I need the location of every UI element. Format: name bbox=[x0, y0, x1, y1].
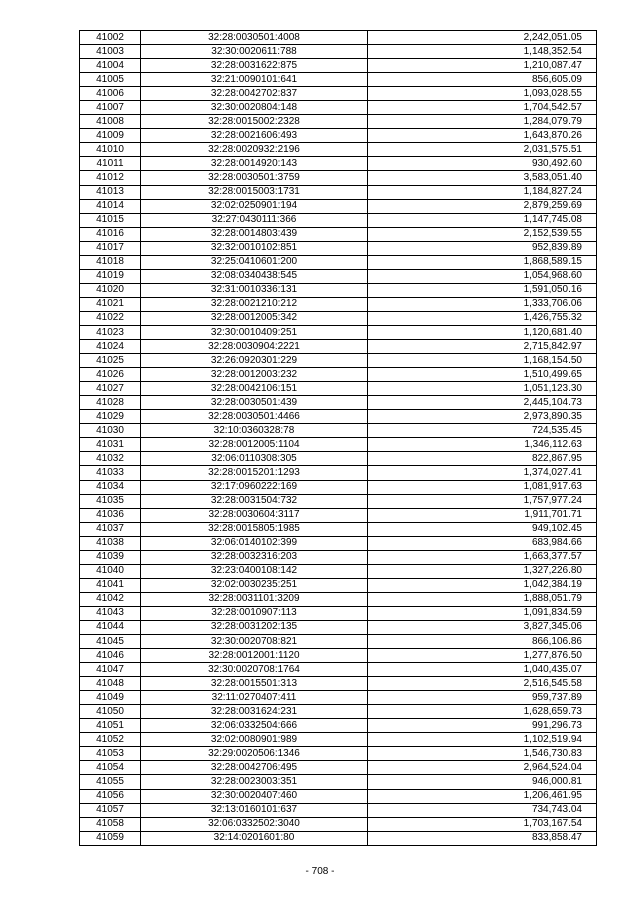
cadastral-number-cell: 32:10:0360328:78 bbox=[141, 424, 368, 438]
cadastral-number-cell: 32:28:0015002:2328 bbox=[141, 115, 368, 129]
cadastral-value-cell: 833,858.47 bbox=[368, 831, 597, 845]
cadastral-number-cell: 32:30:0020708:1764 bbox=[141, 663, 368, 677]
cadastral-value-cell: 1,868,589.15 bbox=[368, 255, 597, 269]
cadastral-value-cell: 1,206,461.95 bbox=[368, 789, 597, 803]
table-row bbox=[80, 213, 597, 227]
row-number-cell: 41033 bbox=[80, 466, 141, 480]
cadastral-number-cell: 32:25:0410601:200 bbox=[141, 255, 368, 269]
cadastral-number-cell: 32:28:0020932:2196 bbox=[141, 143, 368, 157]
table-row bbox=[80, 227, 597, 241]
cadastral-number-cell: 32:17:0960222:169 bbox=[141, 480, 368, 494]
cadastral-value-cell: 1,184,827.24 bbox=[368, 185, 597, 199]
cadastral-value-cell: 1,663,377.57 bbox=[368, 550, 597, 564]
cadastral-number-cell: 32:28:0023003:351 bbox=[141, 775, 368, 789]
cadastral-value-cell: 1,148,352.54 bbox=[368, 45, 597, 59]
table-row bbox=[80, 143, 597, 157]
table-row bbox=[80, 817, 597, 831]
cadastral-number-cell: 32:08:0340438:545 bbox=[141, 269, 368, 283]
table-row bbox=[80, 424, 597, 438]
table-row bbox=[80, 185, 597, 199]
cadastral-number-cell: 32:30:0020407:460 bbox=[141, 789, 368, 803]
cadastral-number-cell: 32:28:0030501:4008 bbox=[141, 31, 368, 45]
cadastral-number-cell: 32:28:0030904:2221 bbox=[141, 340, 368, 354]
cadastral-number-cell: 32:28:0031101:3209 bbox=[141, 592, 368, 606]
table-row bbox=[80, 269, 597, 283]
table-row bbox=[80, 677, 597, 691]
table-row bbox=[80, 31, 597, 45]
row-number-cell: 41039 bbox=[80, 550, 141, 564]
cadastral-number-cell: 32:02:0250901:194 bbox=[141, 199, 368, 213]
cadastral-number-cell: 32:28:0031624:231 bbox=[141, 705, 368, 719]
table-row bbox=[80, 831, 597, 845]
cadastral-value-cell: 1,054,968.60 bbox=[368, 269, 597, 283]
cadastral-value-cell: 1,042,384.19 bbox=[368, 578, 597, 592]
table-row bbox=[80, 705, 597, 719]
cadastral-number-cell: 32:28:0012003:232 bbox=[141, 368, 368, 382]
table-row bbox=[80, 311, 597, 325]
cadastral-value-cell: 1,093,028.55 bbox=[368, 87, 597, 101]
cadastral-value-cell: 1,168,154.50 bbox=[368, 354, 597, 368]
table-row bbox=[80, 325, 597, 339]
cadastral-number-cell: 32:02:0080901:989 bbox=[141, 733, 368, 747]
cadastral-value-cell: 1,643,870.26 bbox=[368, 129, 597, 143]
cadastral-value-cell: 683,984.66 bbox=[368, 536, 597, 550]
cadastral-number-cell: 32:28:0032316:203 bbox=[141, 550, 368, 564]
row-number-cell: 41043 bbox=[80, 606, 141, 620]
table-row bbox=[80, 536, 597, 550]
row-number-cell: 41037 bbox=[80, 522, 141, 536]
row-number-cell: 41006 bbox=[80, 87, 141, 101]
cadastral-number-cell: 32:28:0012005:342 bbox=[141, 311, 368, 325]
table-row bbox=[80, 747, 597, 761]
cadastral-number-cell: 32:02:0030235:251 bbox=[141, 578, 368, 592]
cadastral-number-cell: 32:28:0015501:313 bbox=[141, 677, 368, 691]
cadastral-value-table bbox=[79, 30, 597, 846]
row-number-cell: 41022 bbox=[80, 311, 141, 325]
table-row bbox=[80, 157, 597, 171]
row-number-cell: 41026 bbox=[80, 368, 141, 382]
row-number-cell: 41044 bbox=[80, 620, 141, 634]
table-row bbox=[80, 803, 597, 817]
cadastral-number-cell: 32:28:0030501:439 bbox=[141, 396, 368, 410]
row-number-cell: 41051 bbox=[80, 719, 141, 733]
cadastral-value-cell: 1,277,876.50 bbox=[368, 649, 597, 663]
table-row bbox=[80, 719, 597, 733]
cadastral-value-cell: 1,091,834.59 bbox=[368, 606, 597, 620]
cadastral-value-cell: 866,106.86 bbox=[368, 635, 597, 649]
table-row bbox=[80, 564, 597, 578]
cadastral-value-cell: 2,242,051.05 bbox=[368, 31, 597, 45]
row-number-cell: 41042 bbox=[80, 592, 141, 606]
cadastral-number-cell: 32:32:0010102:851 bbox=[141, 241, 368, 255]
row-number-cell: 41019 bbox=[80, 269, 141, 283]
cadastral-number-cell: 32:06:0140102:399 bbox=[141, 536, 368, 550]
cadastral-value-cell: 2,516,545.58 bbox=[368, 677, 597, 691]
cadastral-number-cell: 32:31:0010336:131 bbox=[141, 283, 368, 297]
cadastral-number-cell: 32:28:0021210:212 bbox=[141, 297, 368, 311]
table-row bbox=[80, 480, 597, 494]
row-number-cell: 41032 bbox=[80, 452, 141, 466]
row-number-cell: 41005 bbox=[80, 73, 141, 87]
row-number-cell: 41049 bbox=[80, 691, 141, 705]
cadastral-number-cell: 32:28:0014920:143 bbox=[141, 157, 368, 171]
cadastral-value-cell: 1,081,917.63 bbox=[368, 480, 597, 494]
cadastral-value-cell: 1,333,706.06 bbox=[368, 297, 597, 311]
row-number-cell: 41002 bbox=[80, 31, 141, 45]
table-row bbox=[80, 649, 597, 663]
table-row bbox=[80, 733, 597, 747]
cadastral-value-cell: 952,839.89 bbox=[368, 241, 597, 255]
cadastral-number-cell: 32:28:0042706:495 bbox=[141, 761, 368, 775]
cadastral-number-cell: 32:30:0020611:788 bbox=[141, 45, 368, 59]
table-row bbox=[80, 255, 597, 269]
table-row bbox=[80, 550, 597, 564]
table-row bbox=[80, 297, 597, 311]
page-number: - 708 - bbox=[305, 866, 335, 877]
row-number-cell: 41021 bbox=[80, 297, 141, 311]
table-row bbox=[80, 789, 597, 803]
cadastral-number-cell: 32:28:0012001:1120 bbox=[141, 649, 368, 663]
table-row bbox=[80, 606, 597, 620]
row-number-cell: 41040 bbox=[80, 564, 141, 578]
table-row bbox=[80, 620, 597, 634]
row-number-cell: 41038 bbox=[80, 536, 141, 550]
cadastral-value-cell: 1,591,050.16 bbox=[368, 283, 597, 297]
row-number-cell: 41050 bbox=[80, 705, 141, 719]
row-number-cell: 41012 bbox=[80, 171, 141, 185]
table-row bbox=[80, 368, 597, 382]
cadastral-value-cell: 1,051,123.30 bbox=[368, 382, 597, 396]
table-row bbox=[80, 635, 597, 649]
row-number-cell: 41054 bbox=[80, 761, 141, 775]
cadastral-number-cell: 32:28:0031504:732 bbox=[141, 494, 368, 508]
table-row bbox=[80, 494, 597, 508]
cadastral-number-cell: 32:28:0021606:493 bbox=[141, 129, 368, 143]
table-row bbox=[80, 522, 597, 536]
cadastral-value-cell: 991,296.73 bbox=[368, 719, 597, 733]
row-number-cell: 41023 bbox=[80, 325, 141, 339]
cadastral-number-cell: 32:30:0020708:821 bbox=[141, 635, 368, 649]
row-number-cell: 41048 bbox=[80, 677, 141, 691]
row-number-cell: 41009 bbox=[80, 129, 141, 143]
row-number-cell: 41047 bbox=[80, 663, 141, 677]
cadastral-number-cell: 32:13:0160101:637 bbox=[141, 803, 368, 817]
row-number-cell: 41055 bbox=[80, 775, 141, 789]
table-row bbox=[80, 466, 597, 480]
table-row bbox=[80, 438, 597, 452]
cadastral-value-cell: 1,757,977.24 bbox=[368, 494, 597, 508]
table-row bbox=[80, 101, 597, 115]
cadastral-number-cell: 32:28:0010907:113 bbox=[141, 606, 368, 620]
table-row bbox=[80, 396, 597, 410]
cadastral-value-cell: 2,031,575.51 bbox=[368, 143, 597, 157]
row-number-cell: 41025 bbox=[80, 354, 141, 368]
cadastral-value-cell: 3,827,345.06 bbox=[368, 620, 597, 634]
row-number-cell: 41052 bbox=[80, 733, 141, 747]
table-row bbox=[80, 340, 597, 354]
cadastral-value-cell: 1,374,027.41 bbox=[368, 466, 597, 480]
row-number-cell: 41003 bbox=[80, 45, 141, 59]
row-number-cell: 41020 bbox=[80, 283, 141, 297]
table-row bbox=[80, 691, 597, 705]
cadastral-value-cell: 1,210,087.47 bbox=[368, 59, 597, 73]
row-number-cell: 41046 bbox=[80, 649, 141, 663]
table-row bbox=[80, 283, 597, 297]
row-number-cell: 41031 bbox=[80, 438, 141, 452]
row-number-cell: 41013 bbox=[80, 185, 141, 199]
cadastral-value-cell: 1,546,730.83 bbox=[368, 747, 597, 761]
table-row bbox=[80, 382, 597, 396]
table-row bbox=[80, 45, 597, 59]
table-row bbox=[80, 241, 597, 255]
table-row bbox=[80, 171, 597, 185]
row-number-cell: 41058 bbox=[80, 817, 141, 831]
cadastral-value-cell: 1,888,051.79 bbox=[368, 592, 597, 606]
table-row bbox=[80, 578, 597, 592]
cadastral-value-cell: 2,715,842.97 bbox=[368, 340, 597, 354]
cadastral-number-cell: 32:06:0110308:305 bbox=[141, 452, 368, 466]
cadastral-number-cell: 32:27:0430111:366 bbox=[141, 213, 368, 227]
cadastral-number-cell: 32:21:0090101:641 bbox=[141, 73, 368, 87]
cadastral-value-cell: 1,327,226.80 bbox=[368, 564, 597, 578]
cadastral-value-cell: 1,120,681.40 bbox=[368, 325, 597, 339]
cadastral-number-cell: 32:28:0030501:4466 bbox=[141, 410, 368, 424]
cadastral-value-cell: 930,492.60 bbox=[368, 157, 597, 171]
row-number-cell: 41036 bbox=[80, 508, 141, 522]
row-number-cell: 41008 bbox=[80, 115, 141, 129]
cadastral-number-cell: 32:11:0270407:411 bbox=[141, 691, 368, 705]
table-row bbox=[80, 410, 597, 424]
cadastral-number-cell: 32:28:0031202:135 bbox=[141, 620, 368, 634]
cadastral-value-cell: 1,147,745.08 bbox=[368, 213, 597, 227]
cadastral-number-cell: 32:30:0020804:148 bbox=[141, 101, 368, 115]
cadastral-value-cell: 2,879,259.69 bbox=[368, 199, 597, 213]
row-number-cell: 41029 bbox=[80, 410, 141, 424]
cadastral-value-cell: 3,583,051.40 bbox=[368, 171, 597, 185]
cadastral-number-cell: 32:23:0400108:142 bbox=[141, 564, 368, 578]
cadastral-value-cell: 1,102,519.94 bbox=[368, 733, 597, 747]
cadastral-number-cell: 32:14:0201601:80 bbox=[141, 831, 368, 845]
cadastral-value-cell: 856,605.09 bbox=[368, 73, 597, 87]
cadastral-number-cell: 32:28:0015201:1293 bbox=[141, 466, 368, 480]
cadastral-value-cell: 1,703,167.54 bbox=[368, 817, 597, 831]
row-number-cell: 41059 bbox=[80, 831, 141, 845]
row-number-cell: 41011 bbox=[80, 157, 141, 171]
cadastral-value-cell: 1,510,499.65 bbox=[368, 368, 597, 382]
cadastral-number-cell: 32:28:0014803:439 bbox=[141, 227, 368, 241]
table-row bbox=[80, 129, 597, 143]
cadastral-value-cell: 1,426,755.32 bbox=[368, 311, 597, 325]
cadastral-number-cell: 32:28:0042106:151 bbox=[141, 382, 368, 396]
cadastral-value-cell: 2,964,524.04 bbox=[368, 761, 597, 775]
row-number-cell: 41017 bbox=[80, 241, 141, 255]
cadastral-value-cell: 1,704,542.57 bbox=[368, 101, 597, 115]
cadastral-number-cell: 32:28:0012005:1104 bbox=[141, 438, 368, 452]
row-number-cell: 41007 bbox=[80, 101, 141, 115]
cadastral-number-cell: 32:30:0010409:251 bbox=[141, 325, 368, 339]
cadastral-value-cell: 1,284,079.79 bbox=[368, 115, 597, 129]
cadastral-number-cell: 32:06:0332504:666 bbox=[141, 719, 368, 733]
table-row bbox=[80, 59, 597, 73]
table-row bbox=[80, 87, 597, 101]
table-row bbox=[80, 775, 597, 789]
cadastral-value-cell: 734,743.04 bbox=[368, 803, 597, 817]
table-row bbox=[80, 115, 597, 129]
cadastral-number-cell: 32:28:0015805:1985 bbox=[141, 522, 368, 536]
row-number-cell: 41035 bbox=[80, 494, 141, 508]
row-number-cell: 41056 bbox=[80, 789, 141, 803]
row-number-cell: 41016 bbox=[80, 227, 141, 241]
cadastral-value-cell: 822,867.95 bbox=[368, 452, 597, 466]
row-number-cell: 41057 bbox=[80, 803, 141, 817]
cadastral-number-cell: 32:28:0031622:875 bbox=[141, 59, 368, 73]
row-number-cell: 41024 bbox=[80, 340, 141, 354]
cadastral-value-cell: 949,102.45 bbox=[368, 522, 597, 536]
table-row bbox=[80, 73, 597, 87]
table-row bbox=[80, 452, 597, 466]
row-number-cell: 41014 bbox=[80, 199, 141, 213]
cadastral-value-cell: 1,911,701.71 bbox=[368, 508, 597, 522]
cadastral-number-cell: 32:28:0030501:3759 bbox=[141, 171, 368, 185]
cadastral-number-cell: 32:06:0332502:3040 bbox=[141, 817, 368, 831]
cadastral-value-cell: 2,152,539.55 bbox=[368, 227, 597, 241]
row-number-cell: 41010 bbox=[80, 143, 141, 157]
row-number-cell: 41018 bbox=[80, 255, 141, 269]
table-body bbox=[80, 31, 597, 846]
cadastral-number-cell: 32:28:0015003:1731 bbox=[141, 185, 368, 199]
cadastral-value-cell: 1,628,659.73 bbox=[368, 705, 597, 719]
cadastral-number-cell: 32:26:0920301:229 bbox=[141, 354, 368, 368]
row-number-cell: 41015 bbox=[80, 213, 141, 227]
cadastral-value-cell: 1,346,112.63 bbox=[368, 438, 597, 452]
cadastral-number-cell: 32:29:0020506:1346 bbox=[141, 747, 368, 761]
cadastral-value-cell: 2,445,104.73 bbox=[368, 396, 597, 410]
cadastral-value-cell: 1,040,435.07 bbox=[368, 663, 597, 677]
table-row bbox=[80, 508, 597, 522]
cadastral-value-cell: 724,535.45 bbox=[368, 424, 597, 438]
row-number-cell: 41004 bbox=[80, 59, 141, 73]
row-number-cell: 41028 bbox=[80, 396, 141, 410]
table-row bbox=[80, 761, 597, 775]
cadastral-value-cell: 946,000.81 bbox=[368, 775, 597, 789]
table-row bbox=[80, 663, 597, 677]
cadastral-number-cell: 32:28:0042702:837 bbox=[141, 87, 368, 101]
row-number-cell: 41045 bbox=[80, 635, 141, 649]
table-row bbox=[80, 592, 597, 606]
row-number-cell: 41041 bbox=[80, 578, 141, 592]
row-number-cell: 41034 bbox=[80, 480, 141, 494]
table-row bbox=[80, 354, 597, 368]
row-number-cell: 41030 bbox=[80, 424, 141, 438]
row-number-cell: 41027 bbox=[80, 382, 141, 396]
row-number-cell: 41053 bbox=[80, 747, 141, 761]
cadastral-value-cell: 959,737.89 bbox=[368, 691, 597, 705]
cadastral-value-cell: 2,973,890.35 bbox=[368, 410, 597, 424]
cadastral-number-cell: 32:28:0030604:3117 bbox=[141, 508, 368, 522]
table-row bbox=[80, 199, 597, 213]
